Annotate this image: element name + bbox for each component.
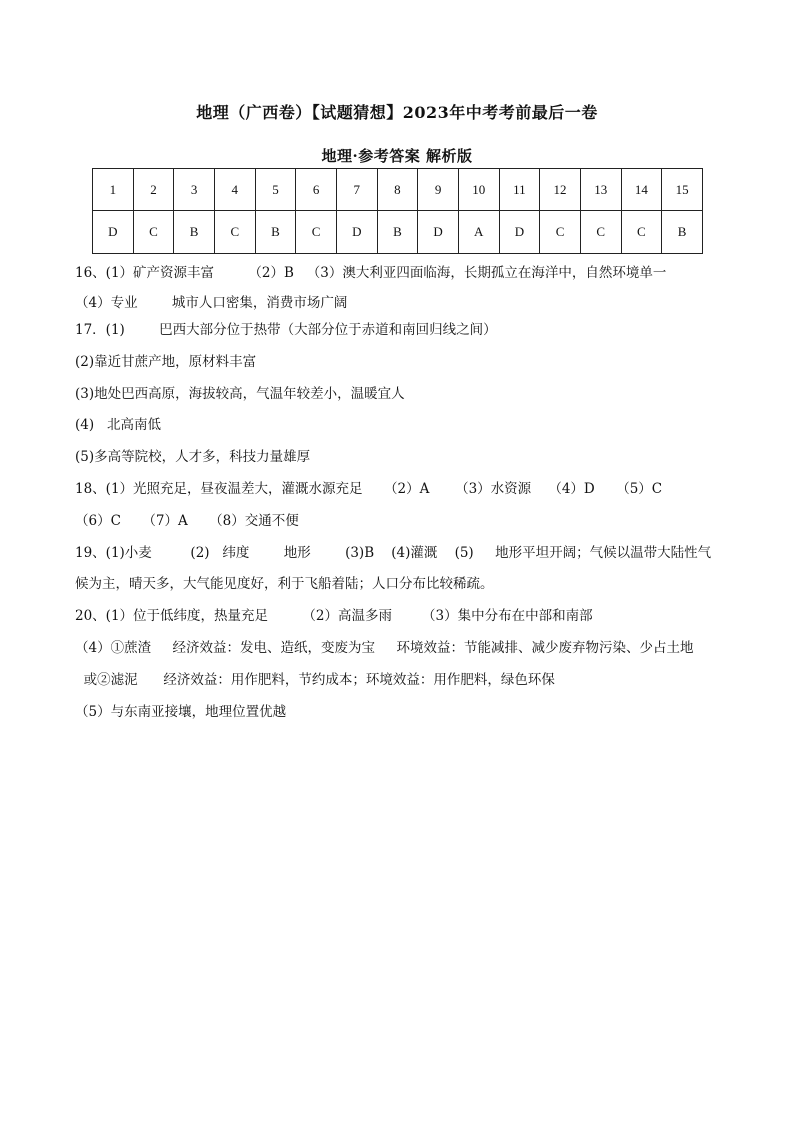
answer-cell: B: [662, 211, 703, 254]
answer-cell: D: [336, 211, 377, 254]
answer-q18-line2: （6）C （7）A （8）交通不便: [75, 513, 299, 529]
answer-q16-line1: 16、(1）矿产资源丰富 （2）B （3）澳大利亚四面临海，长期孤立在海洋中，自然环境单一: [75, 265, 667, 281]
question-number-cell: 10: [458, 169, 499, 211]
answer-cell: B: [377, 211, 418, 254]
answer-cell: B: [255, 211, 296, 254]
question-number-cell: 7: [336, 169, 377, 211]
answer-q19-line1: 19、(1)小麦 (2) 纬度 地形 (3)B (4)灌溉 (5) 地形平坦开阔；气候以温带大陆性气: [75, 545, 712, 561]
answer-cell: C: [540, 211, 581, 254]
question-number-cell: 4: [214, 169, 255, 211]
answer-cell: D: [93, 211, 134, 254]
answer-table: [92, 168, 703, 254]
answer-cell: C: [133, 211, 174, 254]
answer-q17-line2: (2)靠近甘蔗产地，原材料丰富: [75, 354, 257, 370]
question-number-cell: 14: [621, 169, 662, 211]
answer-q17-line4: (4) 北高南低: [75, 417, 161, 433]
answer-row: [93, 211, 703, 254]
question-number-row: [93, 169, 703, 211]
question-number-cell: 2: [133, 169, 174, 211]
document-title: 地理（广西卷）【试题猜想】2023年中考考前最后一卷: [196, 103, 598, 122]
question-number-cell: 9: [418, 169, 459, 211]
question-number-cell: 1: [93, 169, 134, 211]
answer-cell: C: [621, 211, 662, 254]
answer-cell: A: [458, 211, 499, 254]
question-number-cell: 6: [296, 169, 337, 211]
answer-q17-line1: 17．(1) 巴西大部分位于热带（大部分位于赤道和南回归线之间）: [75, 322, 497, 338]
answer-q16-line2: （4）专业 城市人口密集，消费市场广阔: [75, 295, 348, 311]
answer-cell: D: [499, 211, 540, 254]
answer-q20-line4: （5）与东南亚接壤，地理位置优越: [75, 704, 287, 720]
answer-cell: C: [296, 211, 337, 254]
answer-cell: C: [580, 211, 621, 254]
question-number-cell: 5: [255, 169, 296, 211]
answer-q18-line1: 18、(1）光照充足，昼夜温差大，灌溉水源充足 （2）A （3）水资源 （4）D （5）C: [75, 481, 663, 497]
answer-q20-line1: 20、(1）位于低纬度，热量充足 （2）高温多雨 （3）集中分布在中部和南部: [75, 608, 593, 624]
question-number-cell: 12: [540, 169, 581, 211]
question-number-cell: 13: [580, 169, 621, 211]
question-number-cell: 3: [174, 169, 215, 211]
question-number-cell: 15: [662, 169, 703, 211]
question-number-cell: 8: [377, 169, 418, 211]
answer-q17-line5: (5)多高等院校，人才多，科技力量雄厚: [75, 449, 311, 465]
answer-q19-line2: 候为主，晴天多，大气能见度好，利于飞船着陆；人口分布比较稀疏。: [75, 576, 494, 592]
document-subtitle: 地理·参考答案 解析版: [321, 147, 473, 165]
answer-cell: C: [214, 211, 255, 254]
answer-cell: D: [418, 211, 459, 254]
question-number-cell: 11: [499, 169, 540, 211]
answer-q20-line2: （4）①蔗渣 经济效益：发电、造纸，变废为宝 环境效益：节能减排、减少废弃物污染、少占土地: [75, 640, 694, 656]
answer-q20-line3: 或②滤泥 经济效益：用作肥料，节约成本；环境效益：用作肥料，绿色环保: [75, 672, 555, 688]
answer-q17-line3: (3)地处巴西高原，海拔较高，气温年较差小，温暖宜人: [75, 386, 405, 402]
answer-cell: B: [174, 211, 215, 254]
